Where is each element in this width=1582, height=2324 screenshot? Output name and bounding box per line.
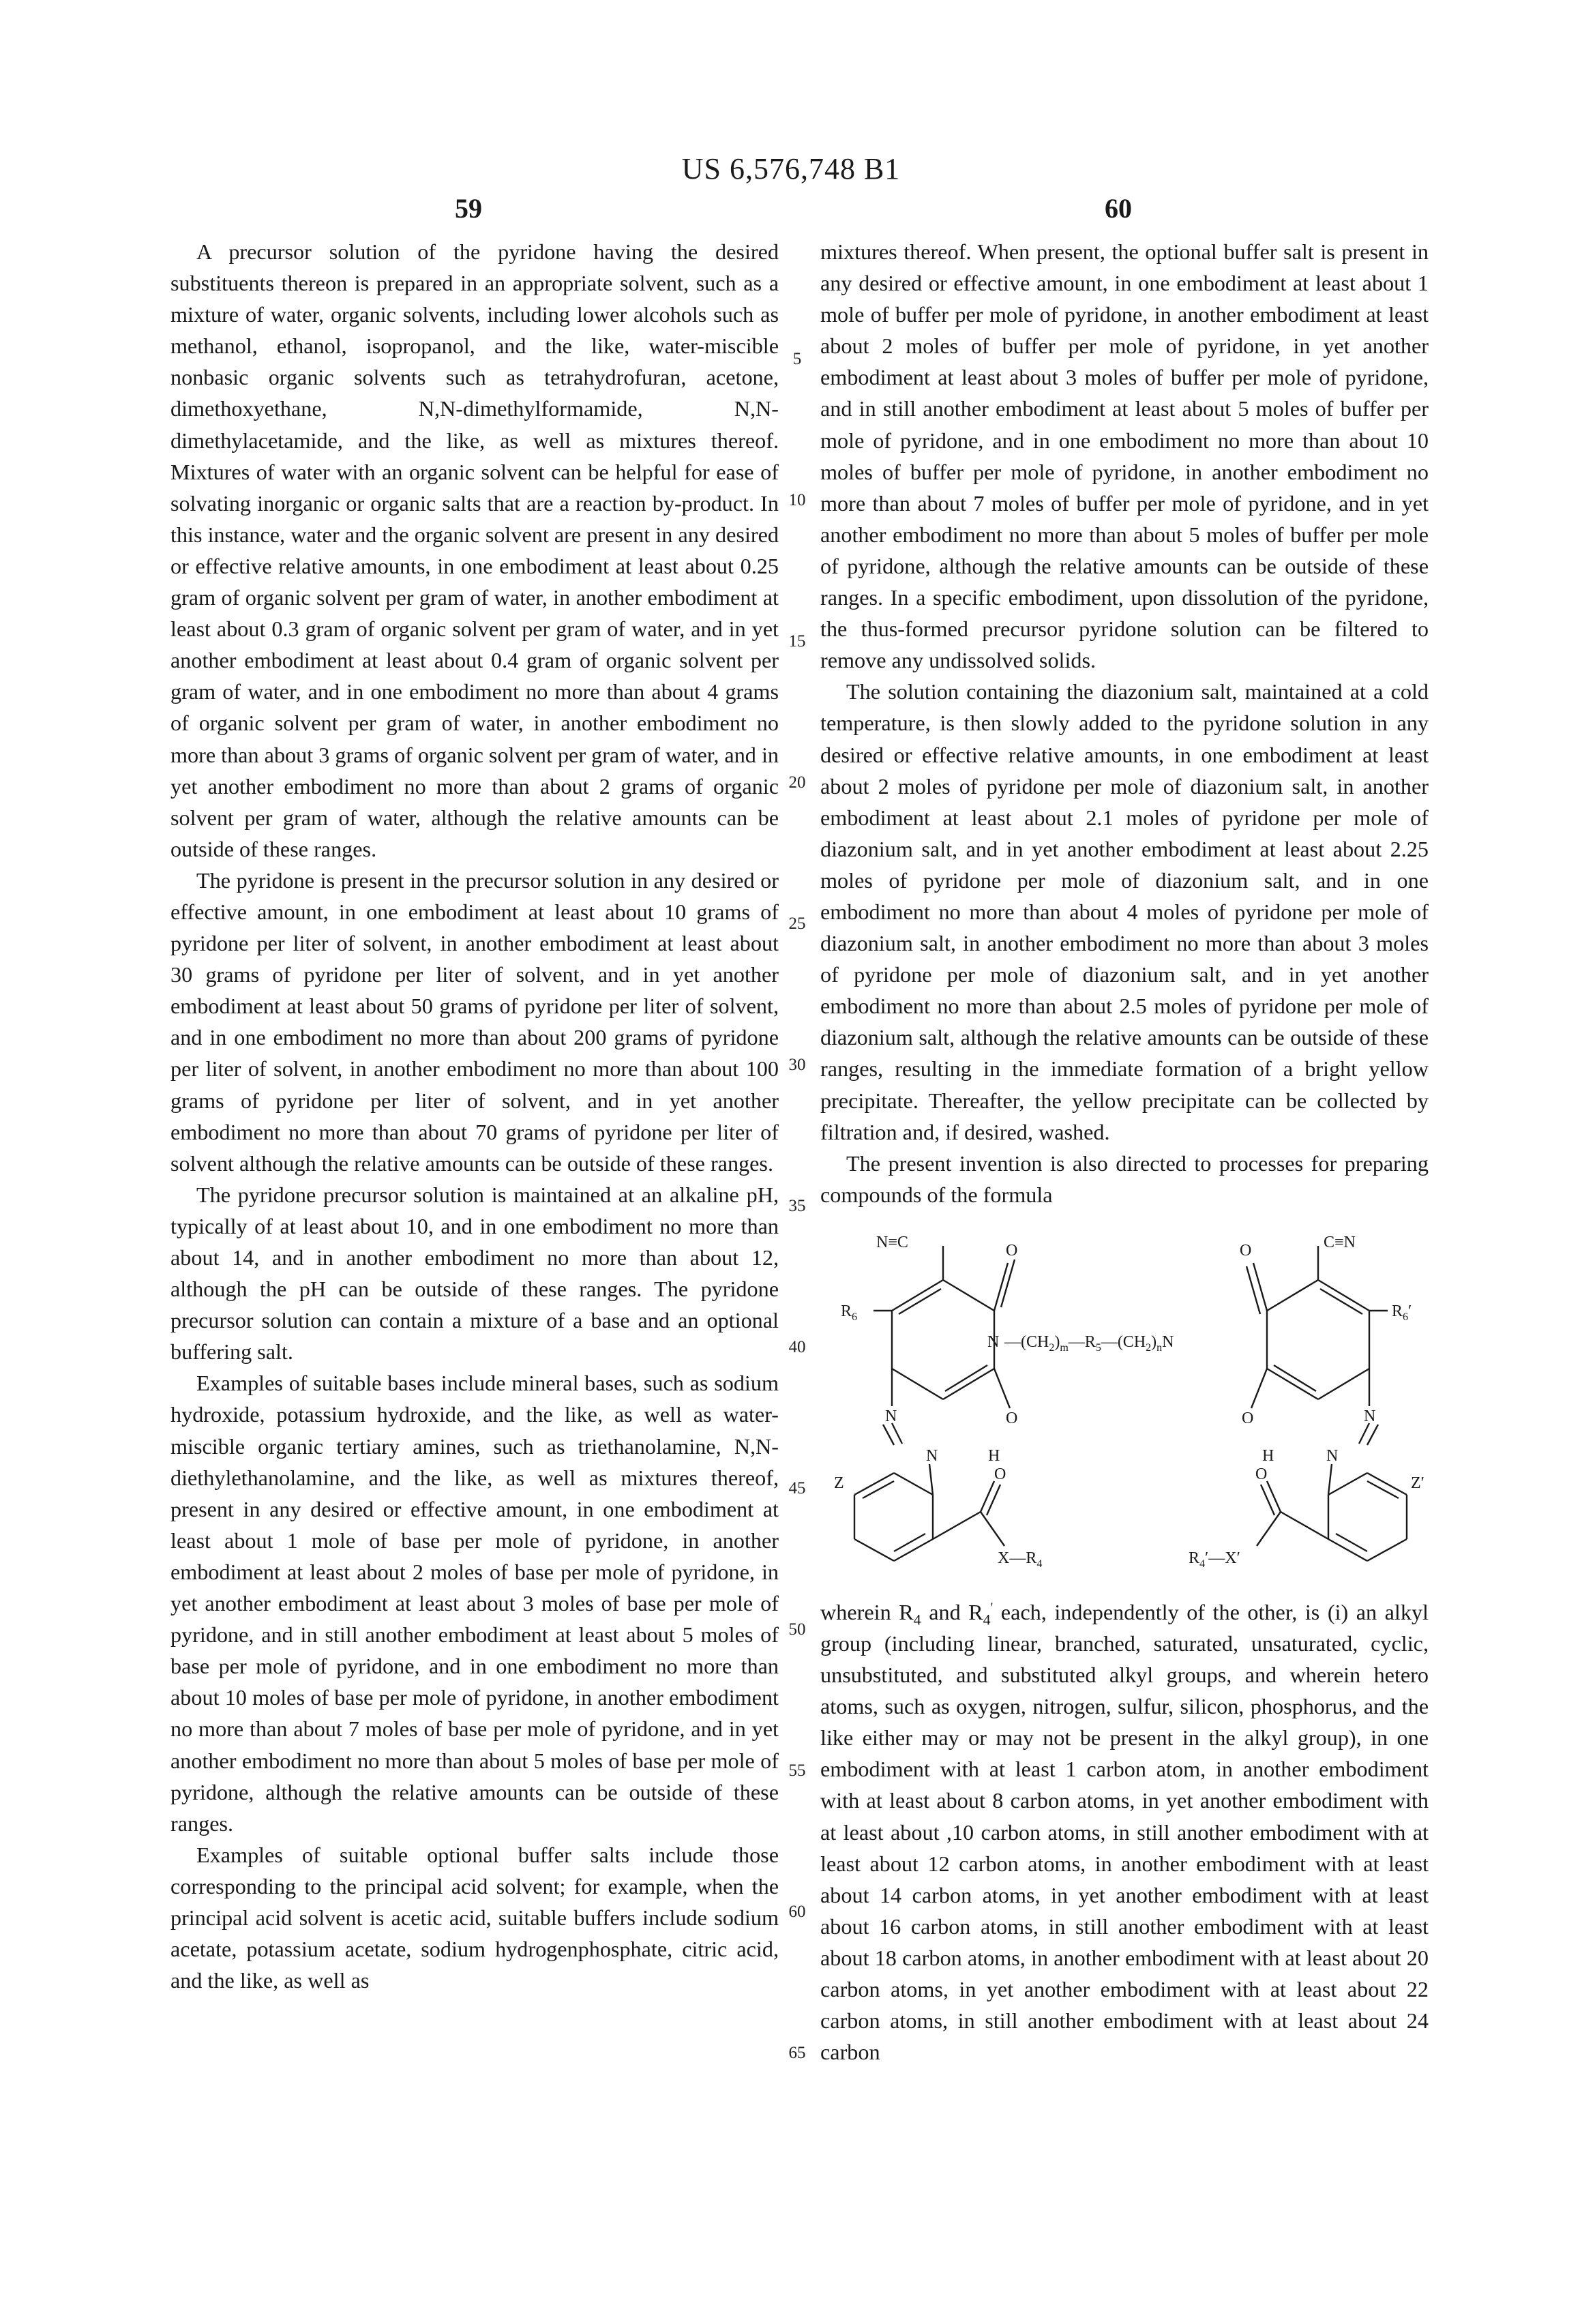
r4-prime-subscript: 4	[1199, 1558, 1205, 1570]
azo-n-right-2: N	[1326, 1447, 1338, 1465]
paragraph: The solution containing the diazonium salt, maintained at a cold temperature, is then slowly added to the pyridone solution in any desired or effective relative amounts, in one embodiment at least about 2 moles of pyridone per mole of diazonium salt, in another embodiment at least about 2.1 moles of pyridone per mole of diazonium salt, and in yet another embodiment at least about 2.25 moles of pyridone per mole of diazonium salt, and in one embodiment no more than about 4 moles of pyridone per mole of diazonium salt, in another embodiment no more than about 3 moles of pyridone per mole of diazonium salt, and in yet another embodiment no more than about 2.5 moles of pyridone per mole of diazonium salt, although the relative amounts can be outside of these ranges, resulting in the immediate formation of a bright yellow precipitate. Thereafter, the yellow precipitate can be collected by filtration and, if desired, washed.	[820, 676, 1429, 1147]
r4-prime-label: R	[1189, 1549, 1199, 1567]
dash: —	[1009, 1549, 1026, 1567]
bridge-paren-n: )	[1151, 1333, 1156, 1351]
chemical-formula	[834, 1225, 1427, 1580]
ring-nitrogen-label: N	[987, 1333, 999, 1351]
line-number: 40	[783, 1338, 811, 1357]
r4-subscript: 4	[1036, 1558, 1042, 1570]
r6-label: R	[841, 1302, 852, 1320]
formula-bonds	[854, 1246, 1407, 1561]
paragraph: The pyridone precursor solution is maintained at an alkaline pH, typically of at least about 10, and in one embodiment no more than about 14, and in another embodiment no more than about 12, although the pH can be outside of these ranges. The pyridone precursor solution can contain a mixture of a base and an optional buffering salt.	[170, 1179, 779, 1368]
paragraph: mixtures thereof. When present, the optional buffer salt is present in any desired or effective amount, in one embodiment at least about 1 mole of buffer per mole of pyridone, in another embodiment at least about 2 moles of buffer per mole of pyridone, in yet another embodiment at least about 3 moles of buffer per mole of pyridone, and in still another embodiment at least about 5 moles of buffer per mole of pyridone, and in one embodiment no more than about 10 moles of buffer per mole of pyridone, in another embodiment no more than about 7 moles of buffer per mole of pyridone, and in yet another embodiment no more than about 5 moles of buffer per mole of pyridone, although the relative amounts can be outside of these ranges. In a specific embodiment, upon dissolution of the pyridone, the thus-formed precursor pyridone solution can be filtered to remove any undissolved solids.	[820, 236, 1429, 676]
ketone-oxygen-right: O	[1255, 1465, 1267, 1483]
ketone-oxygen-left: O	[994, 1465, 1006, 1483]
paragraph: The present invention is also directed to processes for preparing compounds of the formula	[820, 1148, 1429, 1210]
right-column	[820, 236, 1429, 2068]
r4-label: R	[1026, 1549, 1036, 1567]
line-number: 35	[783, 1197, 811, 1216]
line-number: 65	[783, 2044, 811, 2063]
r6-prime-subscript: 6	[1403, 1311, 1408, 1323]
line-number: 45	[783, 1479, 811, 1498]
line-number: 60	[783, 1903, 811, 1922]
azo-n-left-1: N	[885, 1407, 897, 1425]
paragraph: Examples of suitable optional buffer salts include those corresponding to the principal acid solvent; for example, when the principal acid solvent is acetic acid, suitable buffers include sodium acetate, potassium acetate, sodium hydrogenphosphate, citric acid, and the like, as well as	[170, 1839, 779, 1996]
bridge-subscript-5: 5	[1096, 1342, 1101, 1354]
bridge-ch2-right: —(CH	[1101, 1333, 1146, 1351]
paragraph: The pyridone is present in the precursor solution in any desired or effective amount, in one embodiment at least about 10 grams of pyridone per liter of solvent, in another embodiment at least about 30 grams of pyridone per liter of solvent, and in yet another embodiment at least about 50 grams of pyridone per liter of solvent, and in one embodiment no more than about 200 grams of pyridone per liter of solvent, in another embodiment no more than about 100 grams of pyridone per liter of solvent, and in yet another embodiment no more than about 70 grams of pyridone per liter of solvent although the relative amounts can be outside of these ranges.	[170, 865, 779, 1179]
nitrile-left-label: N≡C	[876, 1234, 908, 1251]
bridge-paren-m: )	[1054, 1333, 1060, 1351]
right-ring-nitrogen-label: N	[1162, 1333, 1174, 1351]
z-prime-label: Z′	[1411, 1474, 1424, 1492]
z-label: Z	[834, 1474, 844, 1492]
h-label-left: H	[988, 1447, 1000, 1465]
hydroxyl-oxygen-left: O	[1006, 1410, 1017, 1427]
svg-text:R4′—X′	[1189, 1549, 1240, 1570]
patent-number: US 6,576,748 B1	[0, 151, 1582, 186]
azo-n-left-2: N	[926, 1447, 938, 1465]
line-number: 5	[783, 350, 811, 369]
svg-text:R6′	[1392, 1302, 1412, 1323]
dash: —	[1208, 1549, 1225, 1567]
hydroxyl-oxygen-right: O	[1242, 1410, 1253, 1427]
r6-prime-label: R	[1392, 1302, 1403, 1320]
line-number: 50	[783, 1620, 811, 1639]
line-number: 15	[783, 632, 811, 651]
bridge-r5: —R	[1068, 1333, 1096, 1351]
azo-n-right-1: N	[1364, 1407, 1375, 1425]
page-number-left: 59	[455, 192, 482, 224]
r4-prime-mark: ′	[1205, 1549, 1208, 1567]
paragraph: Examples of suitable bases include mineral bases, such as sodium hydroxide, potassium hydroxide, and the like, as well as water-miscible organic tertiary amines, such as triethanolamine, N,N-diethylethanolamine, and the like, as well as mixtures thereof, present in any desired or effective amount, in one embodiment at least about 1 mole of base per mole of pyridone, in another embodiment at least about 2 moles of base per mole of pyridone, in yet another embodiment at least about 3 moles of base per mole of pyridone, and in still another embodiment at least about 5 moles of base per mole of pyridone, and in one embodiment no more than about 10 moles of base per mole of pyridone, in another embodiment no more than about 7 moles of base per mole of pyridone, and in yet another embodiment no more than about 5 moles of base per mole of pyridone, although the relative amounts can be outside of these ranges.	[170, 1367, 779, 1838]
line-number: 30	[783, 1056, 811, 1075]
svg-text:—(CH2)m—R5—(CH2)nN	[1004, 1333, 1174, 1354]
x-prime-label: X′	[1225, 1549, 1240, 1567]
bridge-subscript-m: m	[1060, 1342, 1069, 1354]
nitrile-right-label: C≡N	[1324, 1234, 1356, 1251]
oxygen-label: O	[1006, 1242, 1017, 1260]
bridge-subscript-2: 2	[1049, 1342, 1054, 1354]
formula-labels	[834, 1234, 1424, 1570]
bridge-ch2-left: —(CH	[1004, 1333, 1049, 1351]
line-number: 10	[783, 491, 811, 510]
r6-subscript: 6	[852, 1311, 857, 1323]
bridge-subscript-n: n	[1156, 1342, 1162, 1354]
page-number-right: 60	[1105, 192, 1132, 224]
r6-prime-mark: ′	[1408, 1302, 1412, 1320]
line-number: 20	[783, 773, 811, 792]
svg-text:X—R4	[998, 1549, 1042, 1570]
line-number: 25	[783, 914, 811, 934]
left-column	[170, 236, 779, 1996]
paragraph: A precursor solution of the pyridone having the desired substituents thereon is prepared in an appropriate solvent, such as a mixture of water, organic solvents, including lower alcohols such as methanol, ethanol, isopropanol, and the like, water-miscible nonbasic organic solvents such as tetrahydrofuran, acetone, dimethoxyethane, N,N-dimethylformamide, N,N-dimethylacetamide, and the like, as well as mixtures thereof. Mixtures of water with an organic solvent can be helpful for ease of solvating inorganic or organic salts that are a reaction by-product. In this instance, water and the organic solvent are present in any desired or effective relative amounts, in one embodiment at least about 0.25 gram of organic solvent per gram of water, in another embodiment at least about 0.3 gram of organic solvent per gram of water, and in yet another embodiment at least about 0.4 gram of organic solvent per gram of water, and in one embodiment no more than about 4 grams of organic solvent per gram of water, in another embodiment no more than about 3 grams of organic solvent per gram of water, and in yet another embodiment no more than about 2 grams of organic solvent per gram of water, although the relative amounts can be outside of these ranges.	[170, 236, 779, 865]
x-label: X	[998, 1549, 1009, 1567]
wherein-paragraph: wherein R4 and R4' each, independently of the other, is (i) an alkyl group (including linear, branched, saturated, unsaturated, cyclic, unsubstituted, and substituted alkyl groups, and wherein hetero atoms, such as oxygen, nitrogen, sulfur, silicon, phosphorus, and the like either may or may not be present in the alkyl group), in one embodiment with at least 1 carbon atom, in another embodiment with at least about 8 carbon atoms, in yet another embodiment with at least about ,10 carbon atoms, in still another embodiment with at least about 12 carbon atoms, in another embodiment with at least about 14 carbon atoms, in yet another embodiment with at least about 16 carbon atoms, in still another embodiment with at least about 18 carbon atoms, in another embodiment with at least about 20 carbon atoms, in yet another embodiment with at least about 22 carbon atoms, in still another embodiment with at least about 24 carbon	[820, 1596, 1429, 2068]
bridge-subscript-2b: 2	[1146, 1342, 1151, 1354]
h-label-right: H	[1262, 1447, 1274, 1465]
line-number: 55	[783, 1761, 811, 1781]
svg-text:R6	[841, 1302, 857, 1323]
oxygen-label-right: O	[1240, 1242, 1251, 1260]
